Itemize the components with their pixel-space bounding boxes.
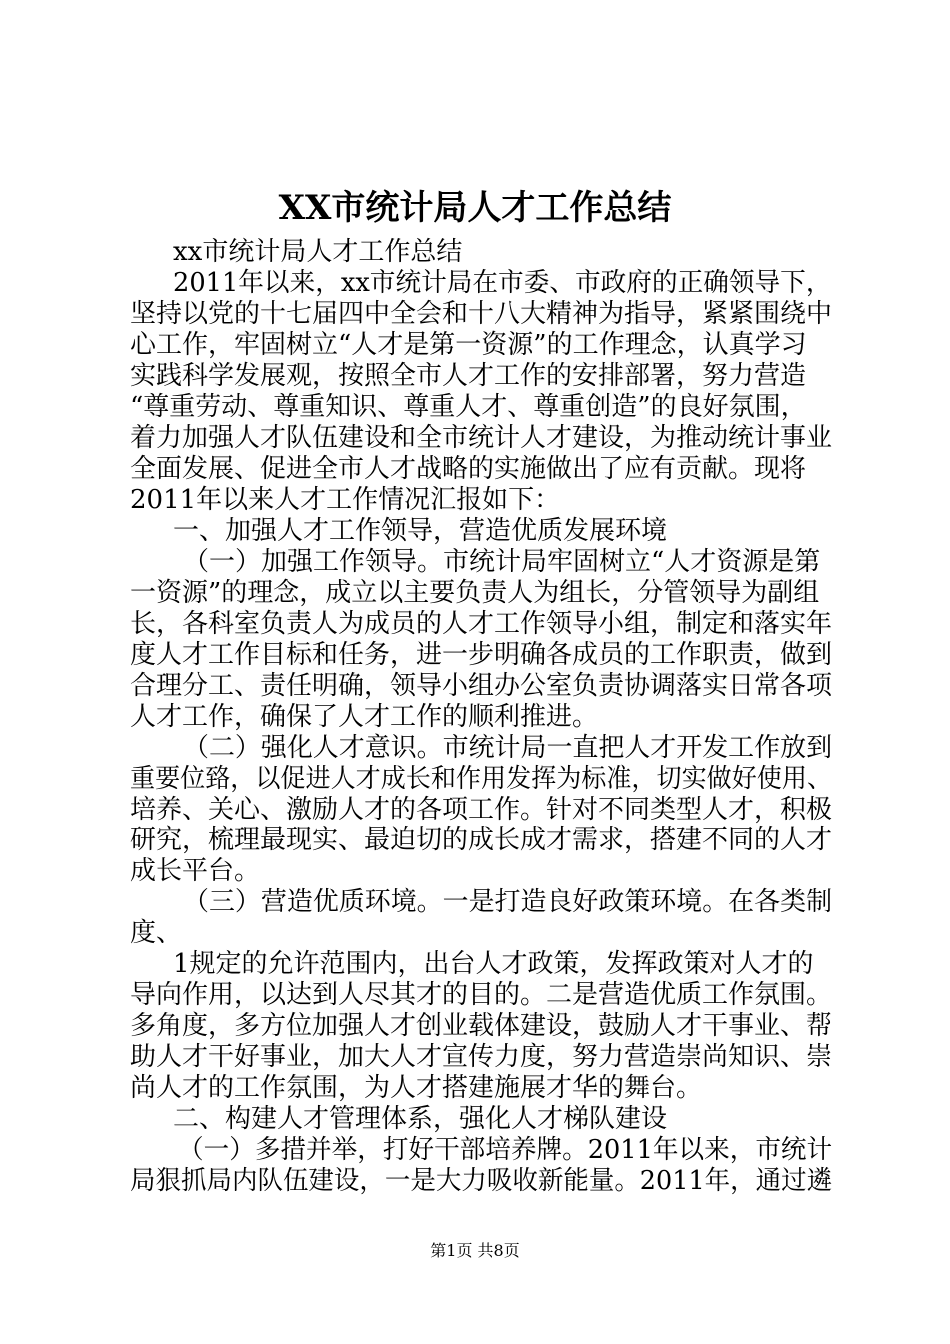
section-heading: 一、加强人才工作领导，营造优质发展环境 bbox=[173, 515, 668, 546]
paragraph-line: 人才工作，确保了人才工作的顺利推进。 bbox=[130, 701, 599, 732]
paragraph-line: （三）营造优质环境。一是打造良好政策环境。在各类制 bbox=[183, 887, 833, 918]
paragraph-line: 尚人才的工作氛围，为人才搭建施展才华的舞台。 bbox=[130, 1073, 703, 1104]
paragraph-line: 实践科学发展观，按照全市人才工作的安排部署，努力营造 bbox=[130, 360, 807, 391]
paragraph-line: 全面发展、促进全市人才战略的实施做出了应有贡献。现将 bbox=[130, 453, 807, 484]
document-title: XX市统计局人才工作总结 bbox=[278, 188, 672, 228]
paragraph-line: 成长平台。 bbox=[130, 856, 261, 887]
section-heading: 二、构建人才管理体系，强化人才梯队建设 bbox=[173, 1104, 668, 1135]
paragraph-line: 2011年以来，xx市统计局在市委、市政府的正确领导下， bbox=[173, 268, 832, 298]
paragraph-line: 度、 bbox=[130, 918, 183, 949]
paragraph-line: （二）强化人才意识。市统计局一直把人才开发工作放到 bbox=[183, 732, 833, 763]
paragraph-line: 重要位臵，以促进人才成长和作用发挥为标准，切实做好使用、 bbox=[130, 763, 833, 794]
paragraph-line: 合理分工、责任明确，领导小组办公室负责协调落实日常各项 bbox=[130, 670, 833, 701]
paragraph-line: 心工作，牢固树立“人才是第一资源”的工作理念，认真学习 bbox=[130, 329, 807, 360]
paragraph-line: 坚持以党的十七届四中全会和十八大精神为指导，紧紧围绕中 bbox=[130, 298, 833, 329]
paragraph-line: 1规定的允许范围内，出台人才政策，发挥政策对人才的 bbox=[173, 949, 814, 980]
paragraph-line: 导向作用，以达到人尽其才的目的。二是营造优质工作氛围。 bbox=[130, 980, 833, 1011]
subtitle-line: xx市统计局人才工作总结 bbox=[173, 237, 463, 267]
paragraph-line: 2011年以来人才工作情况汇报如下： bbox=[130, 484, 561, 515]
paragraph-line: 一资源”的理念，成立以主要负责人为组长，分管领导为副组 bbox=[130, 577, 820, 608]
paragraph-line: （一）多措并举，打好干部培养牌。2011年以来，市统计 bbox=[178, 1135, 833, 1166]
paragraph-line: （一）加强工作领导。市统计局牢固树立“人才资源是第 bbox=[183, 546, 821, 577]
paragraph-line: 多角度，多方位加强人才创业载体建设，鼓励人才干事业、帮 bbox=[130, 1011, 833, 1042]
paragraph-line: 度人才工作目标和任务，进一步明确各成员的工作职责，做到 bbox=[130, 639, 833, 670]
paragraph-line: 着力加强人才队伍建设和全市统计人才建设，为推动统计事业 bbox=[130, 422, 833, 453]
paragraph-line: 局狠抓局内队伍建设，一是大力吸收新能量。2011年，通过遴 bbox=[130, 1166, 833, 1197]
paragraph-line: 研究，梳理最现实、最迫切的成长成才需求，搭建不同的人才 bbox=[130, 825, 833, 856]
page-number: 第1页 共8页 bbox=[430, 1241, 520, 1260]
paragraph-line: 助人才干好事业，加大人才宣传力度，努力营造崇尚知识、崇 bbox=[130, 1042, 833, 1073]
paragraph-line: 长，各科室负责人为成员的人才工作领导小组，制定和落实年 bbox=[130, 608, 833, 639]
paragraph-line: 培养、关心、激励人才的各项工作。针对不同类型人才，积极 bbox=[130, 794, 833, 825]
paragraph-line: “尊重劳动、尊重知识、尊重人才、尊重创造”的良好氛围， bbox=[130, 391, 807, 422]
